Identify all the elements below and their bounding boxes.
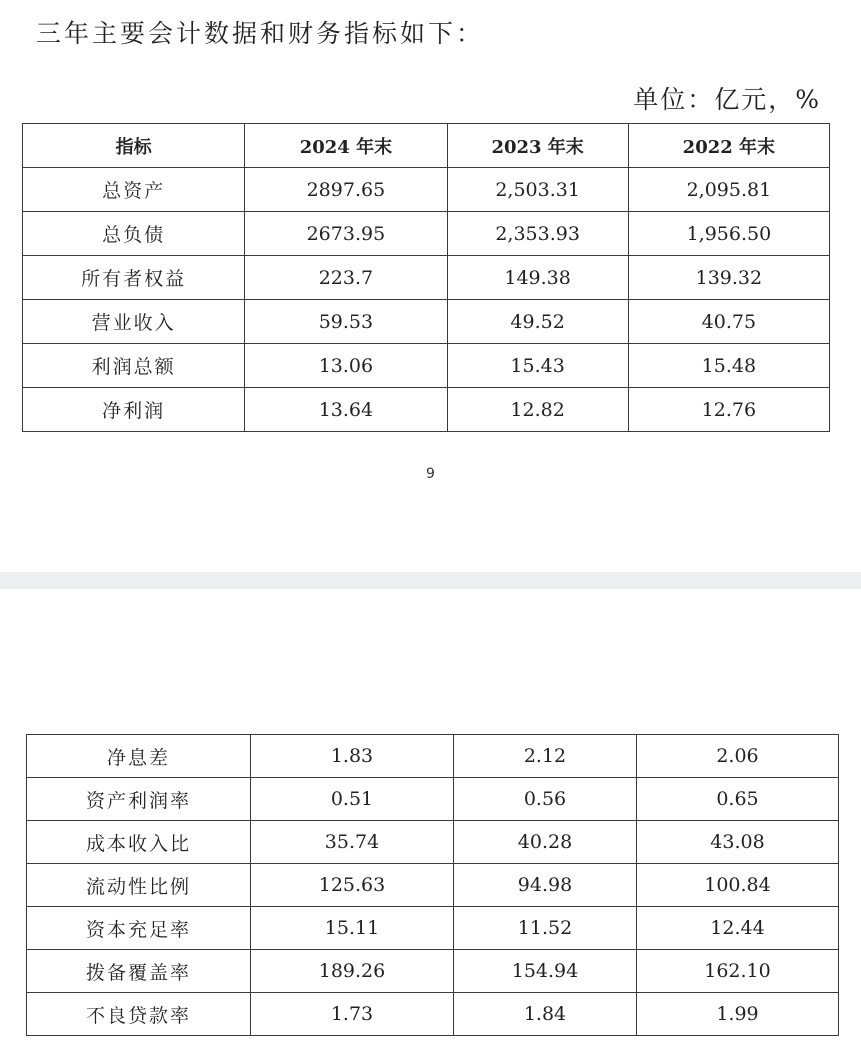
row-label: 利润总额 [23, 344, 245, 388]
value-2023: 11.52 [454, 907, 637, 950]
column-header-2023: 2023 年末 [447, 124, 628, 168]
value-2022: 43.08 [637, 821, 839, 864]
table-row [27, 778, 839, 821]
value-2023: 0.56 [454, 778, 637, 821]
value-2023: 1.84 [454, 993, 637, 1036]
table-row [27, 907, 839, 950]
value-2022: 40.75 [628, 300, 829, 344]
row-label: 不良贷款率 [27, 993, 251, 1036]
page-number: 9 [426, 466, 435, 482]
column-header-indicator: 指标 [23, 124, 245, 168]
row-label: 流动性比例 [27, 864, 251, 907]
table-row [23, 212, 830, 256]
value-2022: 0.65 [637, 778, 839, 821]
value-2022: 12.44 [637, 907, 839, 950]
row-label: 总资产 [23, 168, 245, 212]
value-2024: 2897.65 [245, 168, 447, 212]
row-label: 拨备覆盖率 [27, 950, 251, 993]
row-label: 所有者权益 [23, 256, 245, 300]
value-2023: 149.38 [447, 256, 628, 300]
financial-indicators-table-continued [26, 734, 839, 1036]
value-2023: 15.43 [447, 344, 628, 388]
value-2024: 223.7 [245, 256, 447, 300]
table-row [27, 821, 839, 864]
value-2023: 12.82 [447, 388, 628, 432]
column-header-2022: 2022 年末 [628, 124, 829, 168]
value-2023: 94.98 [454, 864, 637, 907]
value-2024: 2673.95 [245, 212, 447, 256]
value-2023: 49.52 [447, 300, 628, 344]
financial-indicators-table [22, 123, 830, 432]
value-2022: 100.84 [637, 864, 839, 907]
table-header-row [23, 124, 830, 168]
value-2023: 40.28 [454, 821, 637, 864]
value-2024: 13.06 [245, 344, 447, 388]
value-2022: 1.99 [637, 993, 839, 1036]
value-2023: 2,353.93 [447, 212, 628, 256]
value-2022: 2.06 [637, 735, 839, 778]
row-label: 总负债 [23, 212, 245, 256]
table-row [27, 864, 839, 907]
value-2024: 0.51 [251, 778, 454, 821]
table-row [23, 344, 830, 388]
section-heading: 三年主要会计数据和财务指标如下： [36, 19, 485, 48]
value-2023: 2,503.31 [447, 168, 628, 212]
row-label: 成本收入比 [27, 821, 251, 864]
table-row [23, 256, 830, 300]
row-label: 资本充足率 [27, 907, 251, 950]
value-2022: 12.76 [628, 388, 829, 432]
value-2023: 154.94 [454, 950, 637, 993]
value-2024: 59.53 [245, 300, 447, 344]
row-label: 净息差 [27, 735, 251, 778]
table-row [23, 388, 830, 432]
table-row [23, 168, 830, 212]
value-2022: 1,956.50 [628, 212, 829, 256]
value-2024: 1.83 [251, 735, 454, 778]
value-2022: 162.10 [637, 950, 839, 993]
value-2024: 35.74 [251, 821, 454, 864]
value-2024: 125.63 [251, 864, 454, 907]
value-2023: 2.12 [454, 735, 637, 778]
row-label: 净利润 [23, 388, 245, 432]
table-row [27, 735, 839, 778]
value-2024: 189.26 [251, 950, 454, 993]
table-row [27, 950, 839, 993]
value-2022: 139.32 [628, 256, 829, 300]
value-2024: 15.11 [251, 907, 454, 950]
table-row [23, 300, 830, 344]
value-2024: 13.64 [245, 388, 447, 432]
value-2024: 1.73 [251, 993, 454, 1036]
table-row [27, 993, 839, 1036]
value-2022: 2,095.81 [628, 168, 829, 212]
value-2022: 15.48 [628, 344, 829, 388]
page-separator [0, 572, 861, 589]
column-header-2024: 2024 年末 [245, 124, 447, 168]
unit-label: 单位：亿元，% [633, 85, 821, 114]
row-label: 资产利润率 [27, 778, 251, 821]
row-label: 营业收入 [23, 300, 245, 344]
